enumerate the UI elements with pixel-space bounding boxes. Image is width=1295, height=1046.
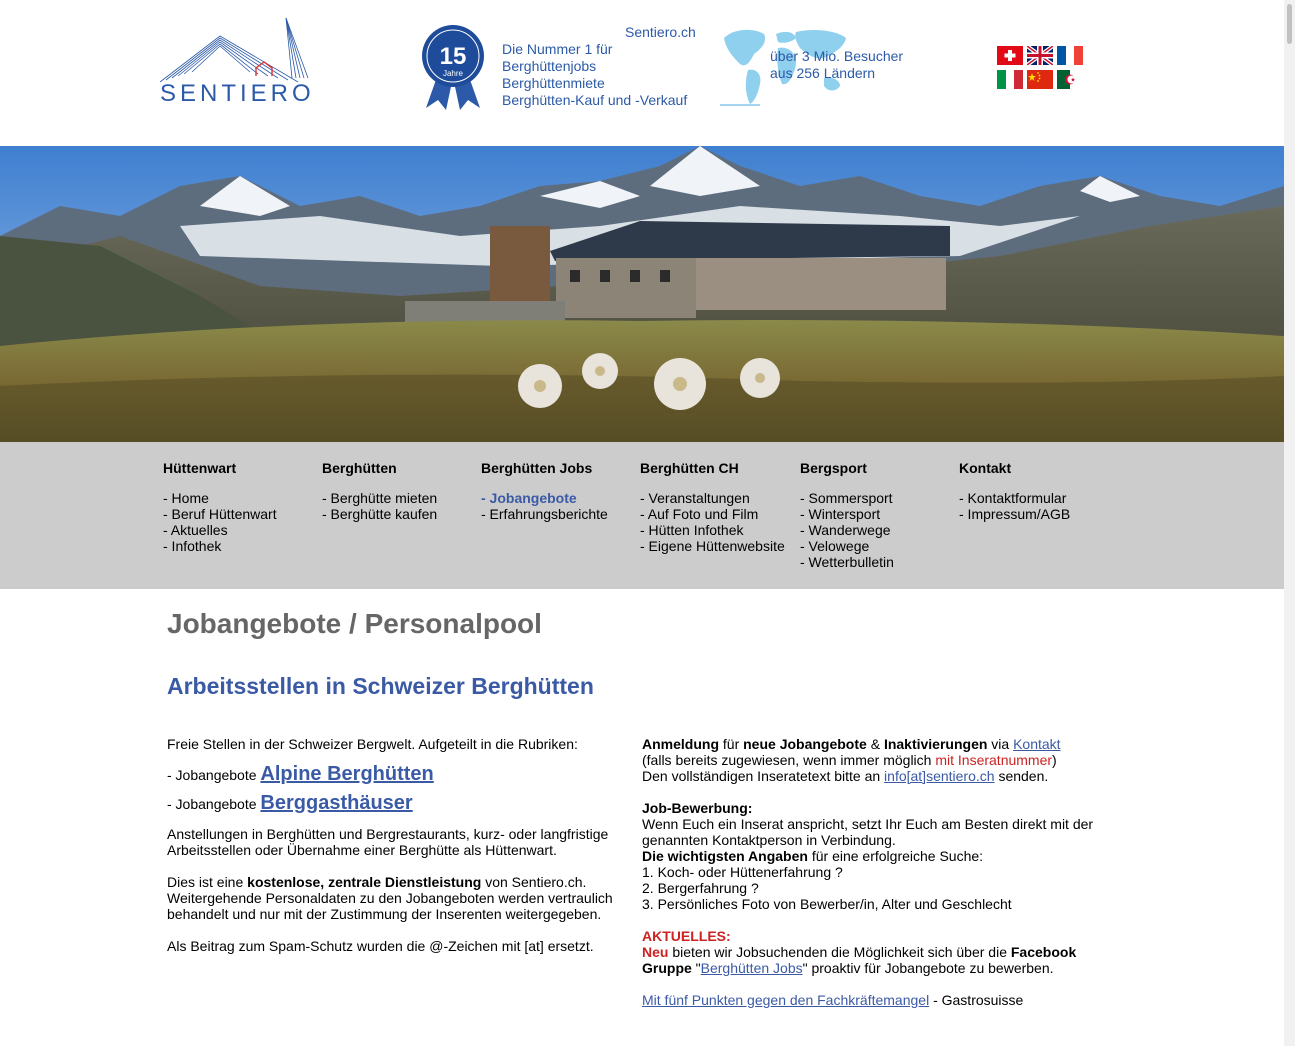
nav-column-kontakt [959,460,1070,522]
slogan-line: Die Nummer 1 für [502,41,613,57]
news-title: AKTUELLES: [642,928,731,944]
email-link[interactable]: info[at]sentiero.ch [884,768,995,784]
application-section: Job-Bewerbung: Wenn Euch ein Inserat anspricht, setzt Ihr Euch am Besten direkt mit der genannten Kontaktperson in Verbindung. Die wichtigsten Angaben für eine erfolgreiche Suche: 1. Koch- oder Hüttenerfahrung ? 2. Bergerfahrung ? 3. Persönliches Foto von Bewerber/in, Alter und Geschlecht [642,800,1094,912]
nav-heading: Kontakt [959,460,1012,476]
italy-flag-icon[interactable] [997,70,1023,89]
nav-link-eigene-huettenwebsite[interactable]: - Eigene Hüttenwebsite [640,538,785,554]
nav-column-bergsport [800,460,894,570]
page-title: Jobangebote / Personalpool [167,608,542,639]
nav-link-foto-film[interactable]: - Auf Foto und Film [640,506,759,522]
news-new-label: Neu [642,944,669,960]
nav-link-huetten-infothek[interactable]: - Hütten Infothek [640,522,744,538]
badge-number: 15 [439,43,467,70]
service-text: Dies ist eine kostenlose, zentrale Dienstleistung von Sentiero.ch. Weitergehende Personaldaten zu den Jobangeboten werden vertraulich behandelt und nur mit der Zustimmung der Inserenten weitergegeben. [167,874,613,922]
scrollbar[interactable] [1284,0,1295,1046]
rubric-berggasthaeuser [167,792,617,814]
algeria-flag-icon[interactable] [1057,70,1083,89]
slogan-line: Berghüttenmiete [502,75,605,91]
nav-link-wintersport[interactable]: - Wintersport [800,506,881,522]
nav-link-berghuette-mieten[interactable]: - Berghütte mieten [322,490,438,506]
application-title: Job-Bewerbung: [642,800,753,816]
china-flag-icon[interactable] [1027,70,1053,89]
slogans [502,41,687,109]
rubric-prefix: - Jobangebote [167,767,257,783]
registration-text: Anmeldung für neue Jobangebote & Inaktivierungen via Kontakt (falls bereits zugewiesen, wenn immer möglich mit Inseratnummer) Den vollständigen Inseratetext bitte an info[at]sentiero.ch senden. [642,736,1061,784]
nav-column-berghuetten-ch [640,460,785,554]
header [0,0,1284,146]
nav-link-impressum-agb[interactable]: - Impressum/AGB [959,506,1071,522]
nav-link-jobangebote[interactable]: - Jobangebote [481,490,577,506]
nav-heading: Berghütten CH [640,460,739,476]
nav-link-wanderwege[interactable]: - Wanderwege [800,522,891,538]
list-item: 3. Persönliches Foto von Bewerber/in, Alter und Geschlecht [642,896,1012,912]
visitors-text [770,48,903,82]
logo-text: SENTIERO [160,80,315,107]
nav-link-veranstaltungen[interactable]: - Veranstaltungen [640,490,750,506]
site-name: Sentiero.ch [625,24,696,40]
nav-heading: Bergsport [800,460,867,476]
alpine-berghuetten-link[interactable]: Alpine Berghütten [260,763,434,785]
intro-text: Freie Stellen in der Schweizer Bergwelt. Aufgeteilt in die Rubriken: [167,736,578,752]
left-column [167,736,617,954]
nav-link-wetterbulletin[interactable]: - Wetterbulletin [800,554,894,570]
list-item: 2. Bergerfahrung ? [642,880,759,896]
nav-column-berghuetten [322,460,437,522]
slogan-line: Berghütten-Kauf und -Verkauf [502,92,688,108]
nav-link-home[interactable]: - Home [163,490,209,506]
page-subtitle: Arbeitsstellen in Schweizer Berghütten [167,673,594,699]
news-section: AKTUELLES: Neu bieten wir Jobsuchenden die Möglichkeit sich über die Facebook Gruppe "Berghütten Jobs" proaktiv für Jobangebote zu bewerben. [642,928,1077,976]
inseratnummer-note: mit Inseratnummer [935,752,1053,768]
anniversary-badge-icon [418,24,488,110]
nav-column-berghuetten-jobs [481,460,608,522]
nav-link-beruf-huettenwart[interactable]: - Beruf Hüttenwart [163,506,277,522]
berggasthaeuser-link[interactable]: Berggasthäuser [260,792,413,814]
spam-protection-text: Als Beitrag zum Spam-Schutz wurden die @-Zeichen mit [at] ersetzt. [167,938,594,954]
nav-link-velowege[interactable]: - Velowege [800,538,870,554]
scrollbar-thumb[interactable] [1287,4,1292,44]
list-item: 1. Koch- oder Hüttenerfahrung ? [642,864,843,880]
slogan-line: Berghüttenjobs [502,58,597,74]
badge-label: Jahre [442,69,464,78]
france-flag-icon[interactable] [1057,46,1083,65]
visitors-line: aus 256 Ländern [770,65,876,81]
nav-link-aktuelles[interactable]: - Aktuelles [163,522,228,538]
nav-link-infothek[interactable]: - Infothek [163,538,222,554]
right-column [642,736,1112,1008]
nav-link-sommersport[interactable]: - Sommersport [800,490,893,506]
nav-heading: Hüttenwart [163,460,237,476]
nav-column-huettenwart [163,460,277,554]
free-service-bold: kostenlose, zentrale Dienstleistung [247,874,482,890]
nav-link-kontaktformular[interactable]: - Kontaktformular [959,490,1067,506]
swiss-flag-icon[interactable] [997,46,1023,65]
visitors-line: über 3 Mio. Besucher [770,48,904,64]
fachkraeftemangel-link[interactable]: Mit fünf Punkten gegen den Fachkräftemangel [642,992,930,1008]
kontakt-link[interactable]: Kontakt [1013,736,1061,752]
nav-link-berghuette-kaufen[interactable]: - Berghütte kaufen [322,506,438,522]
uk-flag-icon[interactable] [1027,46,1053,65]
facebook-group-link[interactable]: Berghütten Jobs [700,960,803,976]
language-flags [997,46,1085,92]
nav-heading: Berghütten [322,460,397,476]
employment-text: Anstellungen in Berghütten und Bergrestaurants, kurz- oder langfristige Arbeitsstellen oder Übernahme einer Berghütte als Hüttenwart. [167,826,609,858]
nav-link-erfahrungsberichte[interactable]: - Erfahrungsberichte [481,506,608,522]
rubric-prefix: - Jobangebote [167,796,257,812]
main-navigation [0,442,1284,589]
rubric-alpine [167,763,617,785]
hero-mountain-hut-image [0,146,1284,442]
gastrosuisse-line: Mit fünf Punkten gegen den Fachkräftemangel - Gastrosuisse [642,992,1024,1008]
nav-heading: Berghütten Jobs [481,460,593,476]
